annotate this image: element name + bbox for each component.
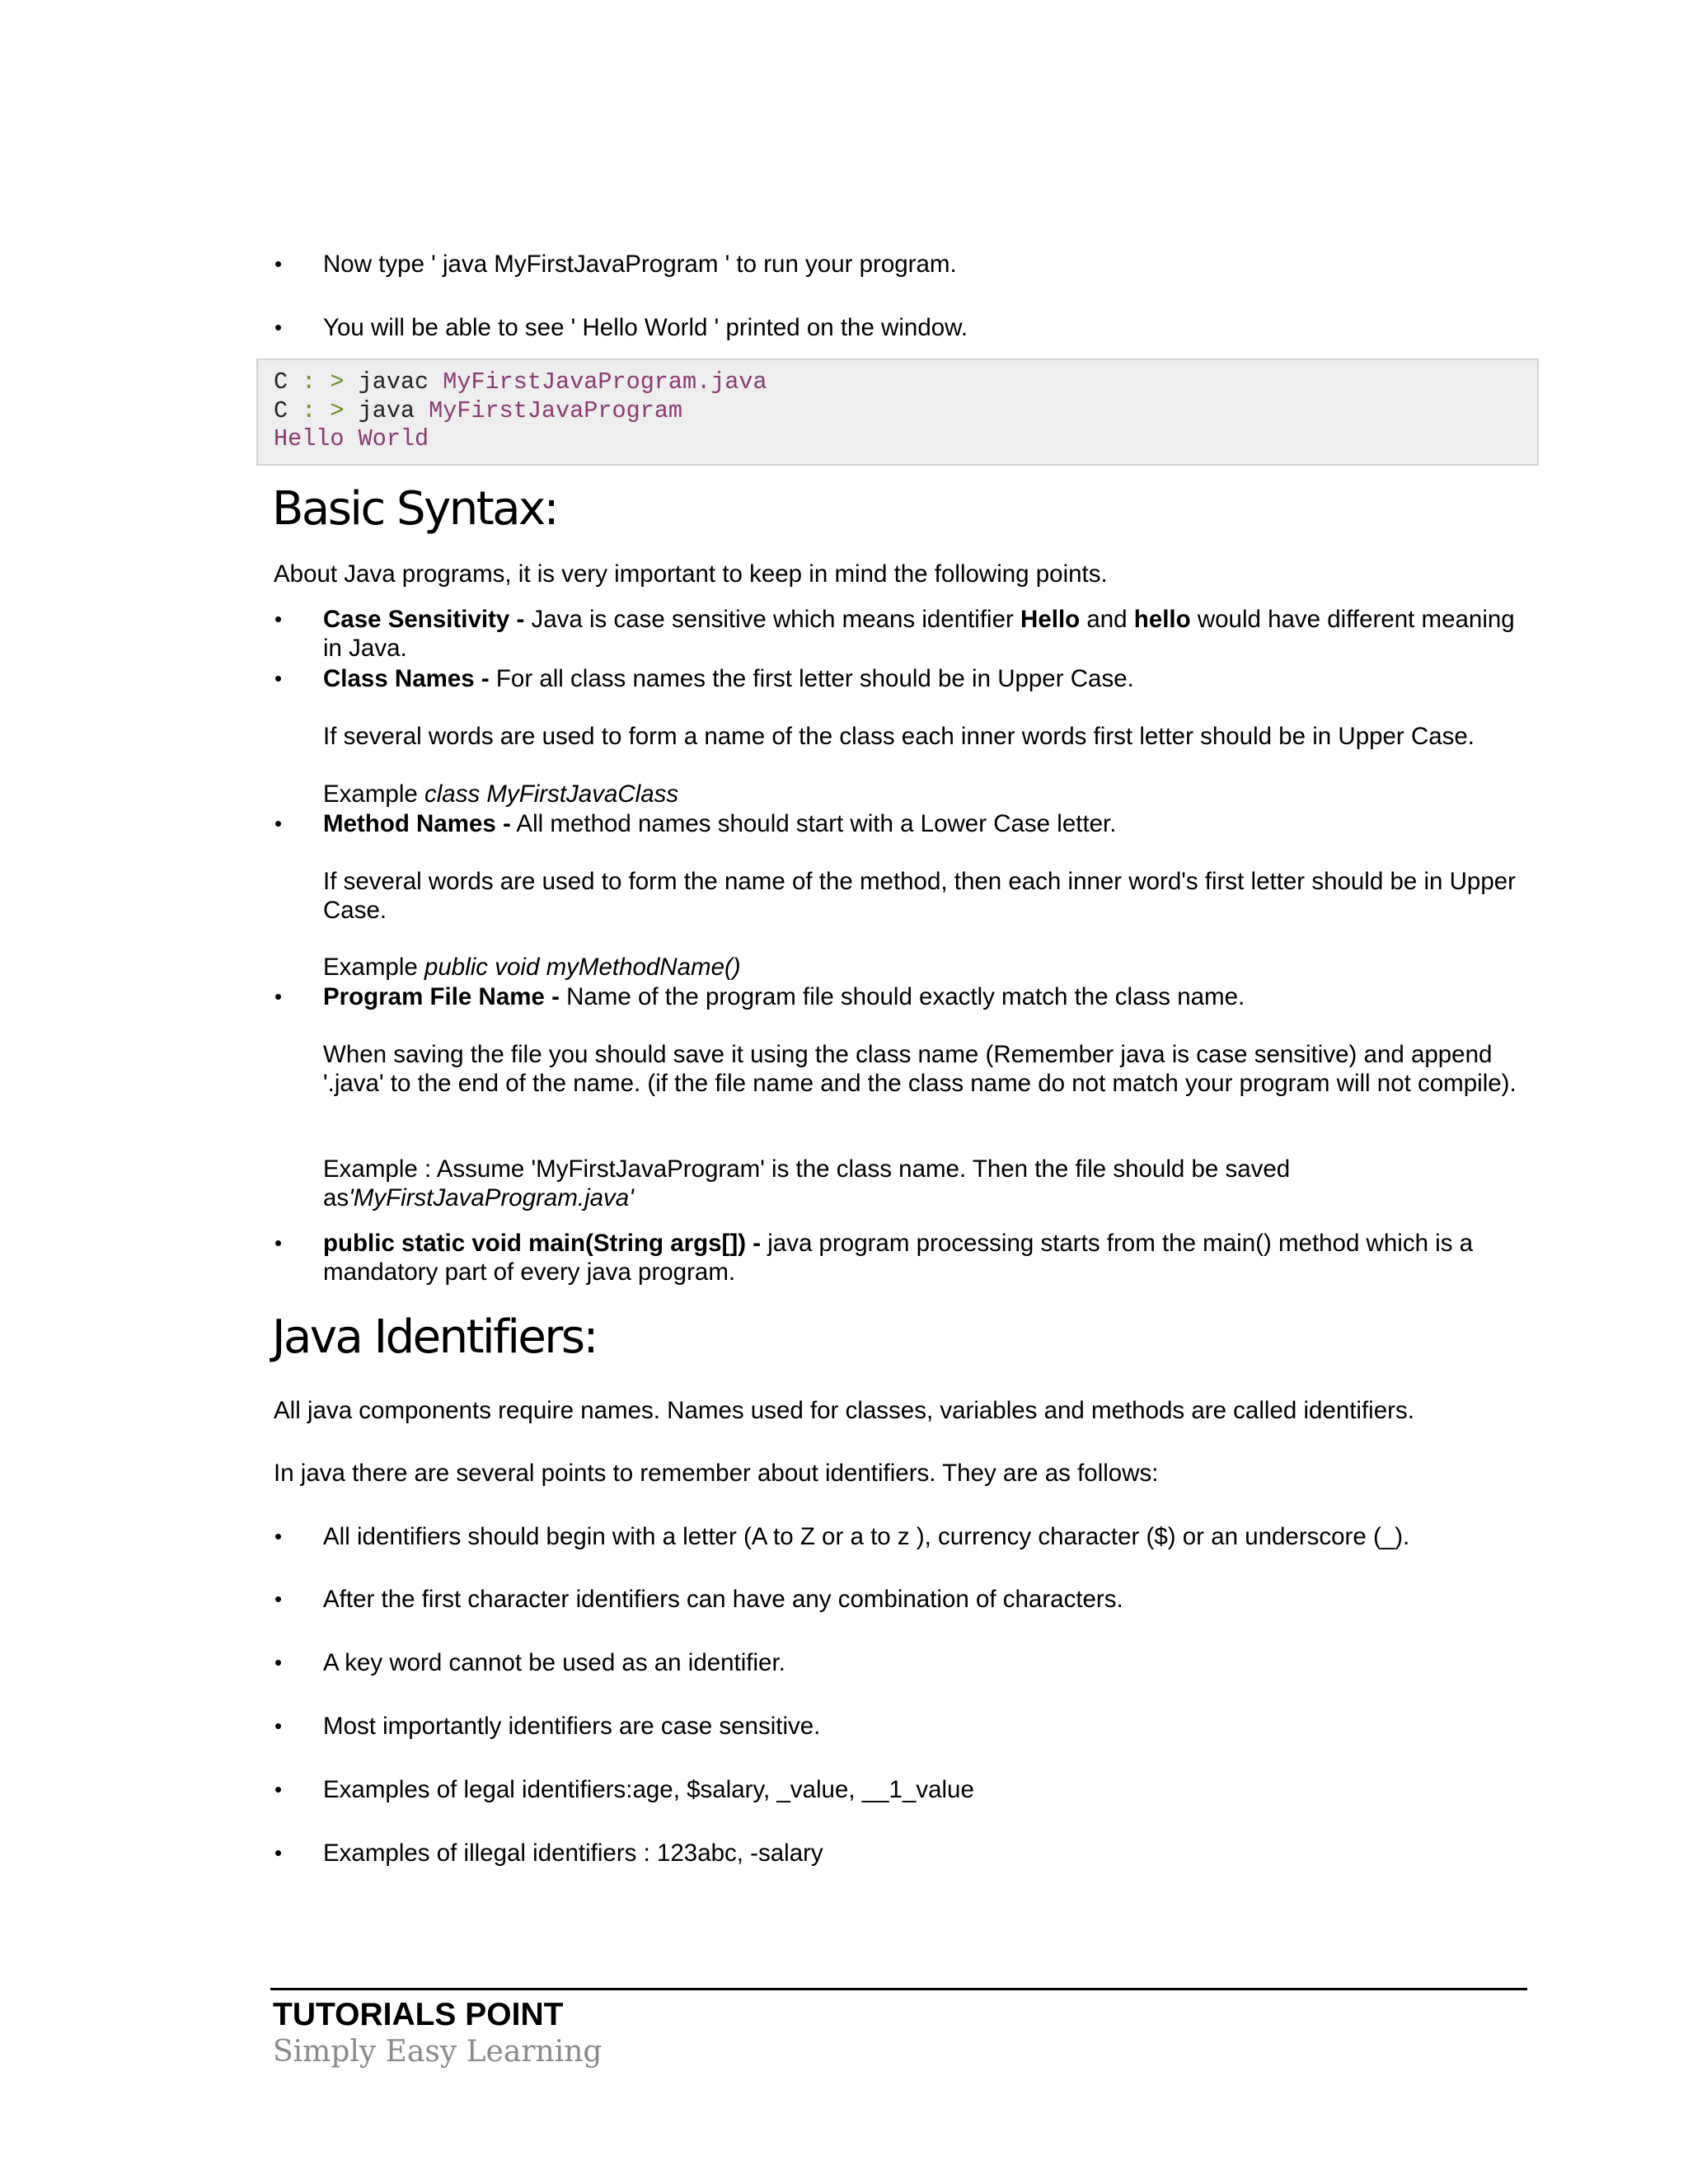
item-text: Java is case sensitive which means identifier xyxy=(524,606,1021,633)
term-word: hello xyxy=(1133,606,1191,633)
example-code: class MyFirstJavaClass xyxy=(424,780,679,808)
class-names-example xyxy=(323,780,1535,808)
list-item-program-file-name xyxy=(323,982,1535,1011)
item-text: All method names should start with a Lower Case letter. xyxy=(510,810,1117,837)
list-item: • After the first character identifiers can have any combination of characters. xyxy=(323,1585,1535,1614)
code-output: Hello World xyxy=(274,425,429,452)
list-item: • Examples of legal identifiers:age, $salary, _value, __1_value xyxy=(323,1775,1535,1804)
code-argument: MyFirstJavaProgram xyxy=(429,396,683,424)
class-names-detail: If several words are used to form a name of the class each inner words first letter should be in Upper Case. xyxy=(323,723,1475,750)
list-item: • A key word cannot be used as an identifier. xyxy=(323,1648,1535,1677)
example-prefix: Example xyxy=(323,954,424,981)
section-heading-basic-syntax: Basic Syntax: xyxy=(272,482,558,536)
term-label: Case Sensitivity - xyxy=(323,606,525,633)
code-argument: MyFirstJavaProgram.java xyxy=(443,368,767,396)
code-prompt: C xyxy=(274,396,288,424)
code-block xyxy=(256,359,1539,466)
item-text: would have different meaning in Java. xyxy=(323,606,1515,662)
code-operator: : > xyxy=(302,368,345,396)
footer-tagline: Simply Easy Learning xyxy=(273,2035,603,2069)
list-item-method-names xyxy=(323,809,1535,838)
example-prefix: Example : Assume 'MyFirstJavaProgram' is the class name. Then the file should be saved as xyxy=(323,1155,1291,1212)
example-prefix: Example xyxy=(323,780,424,808)
identifiers-intro: All java components require names. Names used for classes, variables and methods are called identifiers. xyxy=(274,1397,1414,1424)
item-text: and xyxy=(1080,606,1134,633)
item-text: For all class names the first letter should be in Upper Case. xyxy=(489,665,1134,692)
code-prompt: C xyxy=(274,368,288,396)
code-command: java xyxy=(358,396,415,424)
basic-syntax-intro: About Java programs, it is very important to keep in mind the following points. xyxy=(274,560,1108,588)
code-command: javac xyxy=(358,368,429,396)
footer-brand: TUTORIALS POINT xyxy=(273,1997,564,2032)
program-file-name-detail: When saving the file you should save it using the class name (Remember java is case sensitive) and append '.java' to the end of the name. (if the file name and the class name do not match your program will not compile). xyxy=(323,1041,1517,1097)
item-text: java program processing starts from the main() method which is a mandatory part of every java program. xyxy=(323,1230,1474,1286)
section-heading-java-identifiers: Java Identifiers: xyxy=(272,1310,597,1364)
term-label: Method Names - xyxy=(323,810,511,837)
list-item: • Now type ' java MyFirstJavaProgram ' to run your program. xyxy=(323,250,1535,279)
term-word: Hello xyxy=(1020,606,1081,633)
code-operator: : > xyxy=(302,396,345,424)
list-item-case-sensitivity xyxy=(323,605,1535,663)
method-names-example xyxy=(323,953,1535,982)
list-item-main-method xyxy=(323,1229,1535,1286)
method-names-detail: If several words are used to form the name of the method, then each inner word's first letter should be in Upper Case. xyxy=(323,868,1516,924)
example-code: 'MyFirstJavaProgram.java' xyxy=(349,1184,634,1212)
term-label: Program File Name - xyxy=(323,983,560,1010)
identifiers-intro-2: In java there are several points to remember about identifiers. They are as follows: xyxy=(274,1460,1159,1487)
example-code: public void myMethodName() xyxy=(424,954,741,981)
list-item: • Most importantly identifiers are case sensitive. xyxy=(323,1712,1535,1741)
term-label: public static void main(String args[]) - xyxy=(323,1230,762,1257)
list-item-class-names xyxy=(323,664,1535,693)
item-text: Name of the program file should exactly match the class name. xyxy=(559,983,1245,1010)
list-item: • You will be able to see ' Hello World ' printed on the window. xyxy=(323,313,1535,342)
footer-divider xyxy=(270,1988,1527,1990)
list-item: • Examples of illegal identifiers : 123abc, -salary xyxy=(323,1839,1535,1868)
program-file-name-example xyxy=(323,1155,1535,1212)
code-content xyxy=(258,360,1537,454)
list-item: • All identifiers should begin with a letter (A to Z or a to z ), currency character ($) or an underscore (_). xyxy=(323,1522,1535,1551)
term-label: Class Names - xyxy=(323,665,490,692)
